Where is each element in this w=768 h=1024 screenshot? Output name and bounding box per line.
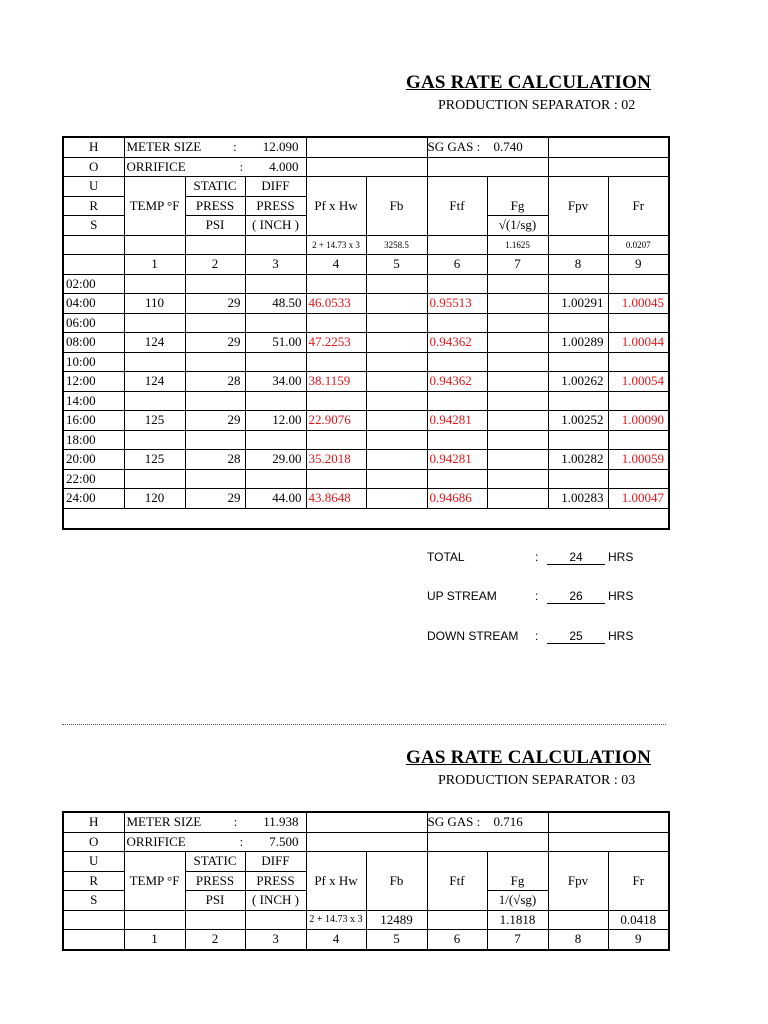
header-fpv: Fpv xyxy=(548,177,608,236)
cell-fb xyxy=(366,469,427,489)
cell-fb xyxy=(366,313,427,333)
row-time: 18:00 xyxy=(63,430,124,450)
table-row xyxy=(63,391,669,411)
cell-fpv xyxy=(548,430,608,450)
table-row xyxy=(63,372,669,392)
hours-letter: H xyxy=(63,137,124,157)
cell-fpv xyxy=(548,313,608,333)
cell-temp xyxy=(124,430,185,450)
cell-fpv xyxy=(548,274,608,294)
cell-fb xyxy=(366,372,427,392)
cell-diff xyxy=(245,274,306,294)
table-row xyxy=(63,411,669,431)
cell-temp xyxy=(124,391,185,411)
cell-pfhw: 46.0533 xyxy=(306,294,366,314)
cell-ftf: 0.94686 xyxy=(427,489,487,509)
cell-fr xyxy=(608,274,669,294)
cell-ftf: 0.94362 xyxy=(427,372,487,392)
cell-fb xyxy=(366,411,427,431)
cell-ftf xyxy=(427,313,487,333)
cell-static: 28 xyxy=(185,450,245,470)
row-time: 04:00 xyxy=(63,294,124,314)
header-static: STATIC xyxy=(185,177,245,197)
table-row xyxy=(63,430,669,450)
cell-ftf xyxy=(427,274,487,294)
cell-fpv: 1.00289 xyxy=(548,333,608,353)
cell-fg xyxy=(487,352,548,372)
cell-static xyxy=(185,274,245,294)
cell-pfhw: 38.1159 xyxy=(306,372,366,392)
header-ftf: Ftf xyxy=(427,852,487,911)
header-static: PRESS xyxy=(185,871,245,891)
row-time: 14:00 xyxy=(63,391,124,411)
cell-diff: 48.50 xyxy=(245,294,306,314)
column-numbers: 1 2 3 4 5 6 7 8 9 xyxy=(63,930,669,950)
cell-fg xyxy=(487,372,548,392)
cell-fpv: 1.00262 xyxy=(548,372,608,392)
const-fb: 12489 xyxy=(366,910,427,930)
cell-fpv: 1.00252 xyxy=(548,411,608,431)
cell-temp: 125 xyxy=(124,450,185,470)
row-time: 02:00 xyxy=(63,274,124,294)
header-fg-formula: √(1/sg) xyxy=(487,216,548,236)
cell-fb xyxy=(366,274,427,294)
row-time: 08:00 xyxy=(63,333,124,353)
cell-static: 28 xyxy=(185,372,245,392)
const-pfhw: 2 + 14.73 x 3 xyxy=(306,910,366,930)
cell-fg xyxy=(487,333,548,353)
cell-temp: 124 xyxy=(124,333,185,353)
header-static: STATIC xyxy=(185,852,245,872)
header-diff: ( INCH ) xyxy=(245,216,306,236)
table-row xyxy=(63,352,669,372)
section2-subtitle: PRODUCTION SEPARATOR : 03 xyxy=(438,773,636,788)
cell-diff xyxy=(245,469,306,489)
hours-letter: O xyxy=(63,832,124,852)
table-row xyxy=(63,333,669,353)
cell-pfhw xyxy=(306,430,366,450)
header-fg: Fg xyxy=(487,177,548,216)
const-fr: 0.0418 xyxy=(608,910,669,930)
cell-fr xyxy=(608,469,669,489)
cell-static xyxy=(185,313,245,333)
hours-letter: R xyxy=(63,871,124,891)
hours-letter: H xyxy=(63,812,124,832)
cell-ftf xyxy=(427,391,487,411)
cell-fb xyxy=(366,430,427,450)
cell-ftf: 0.95513 xyxy=(427,294,487,314)
row-time: 06:00 xyxy=(63,313,124,333)
header-diff: DIFF xyxy=(245,852,306,872)
cell-pfhw: 22.9076 xyxy=(306,411,366,431)
cell-fpv: 1.00282 xyxy=(548,450,608,470)
cell-fr xyxy=(608,391,669,411)
cell-fr xyxy=(608,313,669,333)
row-time: 16:00 xyxy=(63,411,124,431)
cell-fr xyxy=(608,430,669,450)
row-time: 12:00 xyxy=(63,372,124,392)
orrifice: ORRIFICE : 4.000 xyxy=(124,157,306,177)
cell-fg xyxy=(487,411,548,431)
table-row xyxy=(63,450,669,470)
cell-fg xyxy=(487,391,548,411)
cell-temp xyxy=(124,274,185,294)
header-diff: PRESS xyxy=(245,196,306,216)
section1-title: GAS RATE CALCULATION xyxy=(406,72,652,93)
cell-temp: 124 xyxy=(124,372,185,392)
cell-diff xyxy=(245,313,306,333)
cell-diff xyxy=(245,352,306,372)
cell-ftf xyxy=(427,430,487,450)
hours-letter: S xyxy=(63,891,124,911)
const-fg: 1.1625 xyxy=(487,235,548,255)
row-time: 20:00 xyxy=(63,450,124,470)
cell-temp xyxy=(124,313,185,333)
cell-ftf: 0.94281 xyxy=(427,411,487,431)
cell-fb xyxy=(366,352,427,372)
header-fr: Fr xyxy=(608,852,669,911)
cell-fg xyxy=(487,274,548,294)
header-fg-formula: 1/(√sg) xyxy=(487,891,548,911)
header-temp: TEMP °F xyxy=(124,852,185,911)
section1-subtitle: PRODUCTION SEPARATOR : 02 xyxy=(438,98,636,113)
cell-diff: 12.00 xyxy=(245,411,306,431)
cell-temp: 120 xyxy=(124,489,185,509)
cell-pfhw xyxy=(306,274,366,294)
cell-fpv xyxy=(548,391,608,411)
cell-fg xyxy=(487,313,548,333)
cell-diff: 51.00 xyxy=(245,333,306,353)
const-fg: 1.1818 xyxy=(487,910,548,930)
sg-gas: SG GAS : 0.740 xyxy=(427,137,548,157)
cell-static xyxy=(185,352,245,372)
header-static: PSI xyxy=(185,216,245,236)
cell-static xyxy=(185,391,245,411)
hours-letter: U xyxy=(63,177,124,197)
cell-fb xyxy=(366,294,427,314)
cell-temp: 125 xyxy=(124,411,185,431)
cell-ftf xyxy=(427,352,487,372)
cell-fg xyxy=(487,430,548,450)
header-fb: Fb xyxy=(366,852,427,911)
row-time: 24:00 xyxy=(63,489,124,509)
cell-temp: 110 xyxy=(124,294,185,314)
table-row xyxy=(63,274,669,294)
cell-fb xyxy=(366,391,427,411)
table-row xyxy=(63,469,669,489)
cell-static: 29 xyxy=(185,489,245,509)
cell-fr: 1.00059 xyxy=(608,450,669,470)
cell-pfhw xyxy=(306,313,366,333)
header-diff: ( INCH ) xyxy=(245,891,306,911)
cell-fg xyxy=(487,294,548,314)
table-row xyxy=(63,313,669,333)
cell-pfhw xyxy=(306,391,366,411)
cell-ftf: 0.94362 xyxy=(427,333,487,353)
cell-static xyxy=(185,469,245,489)
row-time: 22:00 xyxy=(63,469,124,489)
cell-fb xyxy=(366,489,427,509)
cell-fg xyxy=(487,489,548,509)
cell-fb xyxy=(366,333,427,353)
row-time: 10:00 xyxy=(63,352,124,372)
header-diff: DIFF xyxy=(245,177,306,197)
header-fg: Fg xyxy=(487,852,548,891)
cell-fpv: 1.00283 xyxy=(548,489,608,509)
cell-pfhw: 47.2253 xyxy=(306,333,366,353)
header-fpv: Fpv xyxy=(548,852,608,911)
header-diff: PRESS xyxy=(245,871,306,891)
hours-letter: S xyxy=(63,216,124,236)
cell-static: 29 xyxy=(185,294,245,314)
cell-fr: 1.00054 xyxy=(608,372,669,392)
cell-pfhw xyxy=(306,469,366,489)
page-divider xyxy=(62,724,666,725)
const-pfhw: 2 + 14.73 x 3 xyxy=(306,235,366,255)
cell-diff: 34.00 xyxy=(245,372,306,392)
header-fr: Fr xyxy=(608,177,669,236)
meter-size: METER SIZE : 11.938 xyxy=(124,812,306,832)
cell-static xyxy=(185,430,245,450)
const-fb: 3258.5 xyxy=(366,235,427,255)
cell-pfhw xyxy=(306,352,366,372)
meter-size: METER SIZE : 12.090 xyxy=(124,137,306,157)
cell-diff: 44.00 xyxy=(245,489,306,509)
const-fr: 0.0207 xyxy=(608,235,669,255)
cell-fg xyxy=(487,450,548,470)
hours-letter: O xyxy=(63,157,124,177)
header-ftf: Ftf xyxy=(427,177,487,236)
cell-fpv xyxy=(548,469,608,489)
cell-diff: 29.00 xyxy=(245,450,306,470)
table-row xyxy=(63,294,669,314)
header-temp: TEMP °F xyxy=(124,177,185,236)
table-row xyxy=(63,489,669,509)
cell-fr: 1.00045 xyxy=(608,294,669,314)
cell-ftf xyxy=(427,469,487,489)
cell-pfhw: 43.8648 xyxy=(306,489,366,509)
cell-fpv: 1.00291 xyxy=(548,294,608,314)
section2-title: GAS RATE CALCULATION xyxy=(406,747,652,768)
hours-letter: R xyxy=(63,196,124,216)
cell-fg xyxy=(487,469,548,489)
header-pfhw: Pf x Hw xyxy=(306,852,366,911)
cell-diff xyxy=(245,430,306,450)
header-pfhw: Pf x Hw xyxy=(306,177,366,236)
section1-table xyxy=(62,136,670,530)
cell-pfhw: 35.2018 xyxy=(306,450,366,470)
orrifice: ORRIFICE : 7.500 xyxy=(124,832,306,852)
header-fb: Fb xyxy=(366,177,427,236)
cell-static: 29 xyxy=(185,333,245,353)
cell-fr xyxy=(608,352,669,372)
cell-fr: 1.00047 xyxy=(608,489,669,509)
cell-diff xyxy=(245,391,306,411)
header-static: PRESS xyxy=(185,196,245,216)
cell-temp xyxy=(124,469,185,489)
column-numbers: 1 2 3 4 5 6 7 8 9 xyxy=(63,255,669,275)
cell-static: 29 xyxy=(185,411,245,431)
cell-ftf: 0.94281 xyxy=(427,450,487,470)
cell-fpv xyxy=(548,352,608,372)
hours-letter: U xyxy=(63,852,124,872)
cell-fb xyxy=(366,450,427,470)
section2-table xyxy=(62,811,670,951)
sg-gas: SG GAS : 0.716 xyxy=(427,812,548,832)
cell-fr: 1.00044 xyxy=(608,333,669,353)
header-static: PSI xyxy=(185,891,245,911)
cell-fr: 1.00090 xyxy=(608,411,669,431)
cell-temp xyxy=(124,352,185,372)
